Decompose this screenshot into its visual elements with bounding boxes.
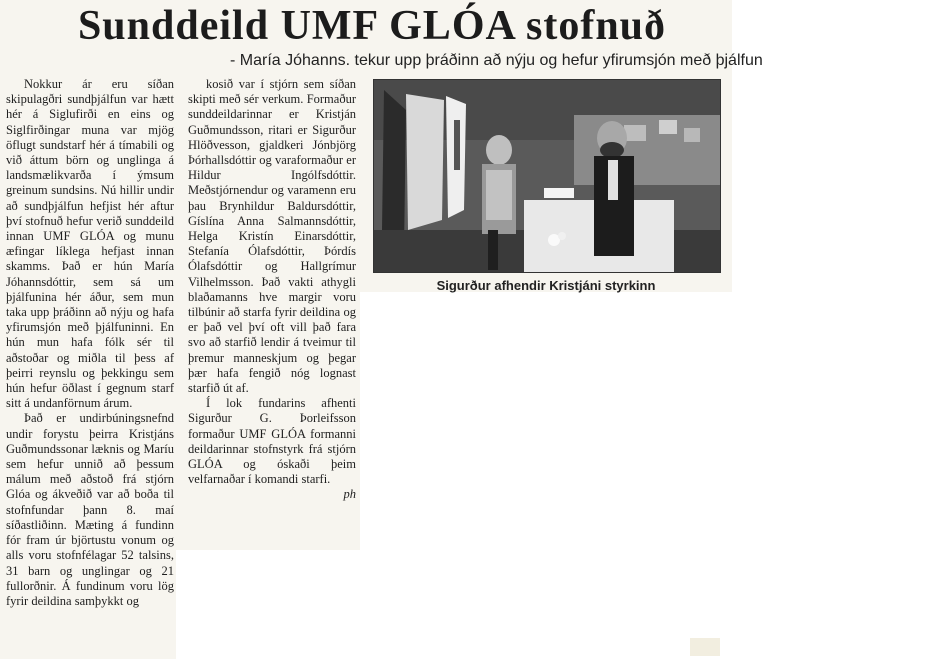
headline: Sunddeild UMF GLÓA stofnuð xyxy=(77,3,667,49)
article-column-2 xyxy=(188,77,356,503)
author-signature: ph xyxy=(343,487,356,502)
paragraph: kosið var í stjórn sem síðan skipti með sér verkum. Formaður sunddeildarinnar er Kristján Guðmundsson, ritari er Sigurður Hlöðvesson, gjaldkeri Jónbjörg Þórhallsdóttir og varaformaður er Hildur Ingólfsdóttir. Meðstjórnendur og varamenn eru þau Brynhildur Baldursdóttir, Gíslína Anna Salmannsdóttir, Helga Kristín Einarsdóttir, Stefanía Ólafsdóttir, Þórdís Ólafsdóttir og Hallgrímur Vilhelmsson. Það vakti athygli blaðamanns hve margir voru tilbúnir að starfa fyrir deildina og er það vel því oft vill það fara svo að starfið lendir á tveimur til þremur manneskjum og þegar þær hafa fengið nóg lognast starfið út af. xyxy=(188,77,356,396)
paragraph: Nokkur ár eru síðan skipulagðri sundþjálfun var hætt hér á Siglufirði en eins og Siglfirðingar muna var mjög öflugt sundstarf hér á tímabili og við áttum börn og unglinga á landsmælikvarða í ýmsum greinum sundsins. Nú hillir undir að sundþjálfun hefjist hér aftur því stofnuð hefur verið sunddeild innan UMF GLÓA og munu æfingar líklega hefjast innan skamms. Það er hún María Jóhannsdóttir, sem sá um þjálfunina hér áður, sem mun taka upp þráðinn að nýju og hafa yfirumsjón með þjálfuninni. En hún mun hafa fólk sér til aðstoðar og miðla til þess af þeirri reynslu og þekkingu sem hún hefur öðlast í gegnum starf sitt á undanförnum árum. xyxy=(6,77,174,411)
news-photo xyxy=(373,79,721,273)
photo-illustration xyxy=(374,80,720,272)
paragraph: Það er undirbúningsnefnd undir forystu þeirra Kristjáns Guðmundssonar læknis og Maríu sem hefur unnið að þessum málum með aðstoð frá stjórn Glóa og ákveðið var að boða til stofnfundar þann 8. maí síðastliðinn. Mæting á fundinn fór fram úr björtustu vonum og alls voru stofnfélagar 52 talsins, 31 barn og unglingar og 21 fullorðnir. Á fundinum voru lög fyrir deildina samþykkt og xyxy=(6,411,174,608)
paragraph: Í lok fundarins afhenti Sigurður G. Þorleifsson formaður UMF GLÓA formanni deildarinnar stofnstyrk frá stjórn GLÓA og óskaði þeim velfarnaðar í komandi starfi. xyxy=(188,396,356,487)
subheadline: - María Jóhanns. tekur upp þráðinn að nýju og hefur yfirumsjón með þjálfun xyxy=(230,52,763,69)
photo-caption: Sigurður afhendir Kristjáni styrkinn xyxy=(436,278,656,293)
paper-stain xyxy=(690,638,720,656)
article-column-1 xyxy=(6,77,174,609)
